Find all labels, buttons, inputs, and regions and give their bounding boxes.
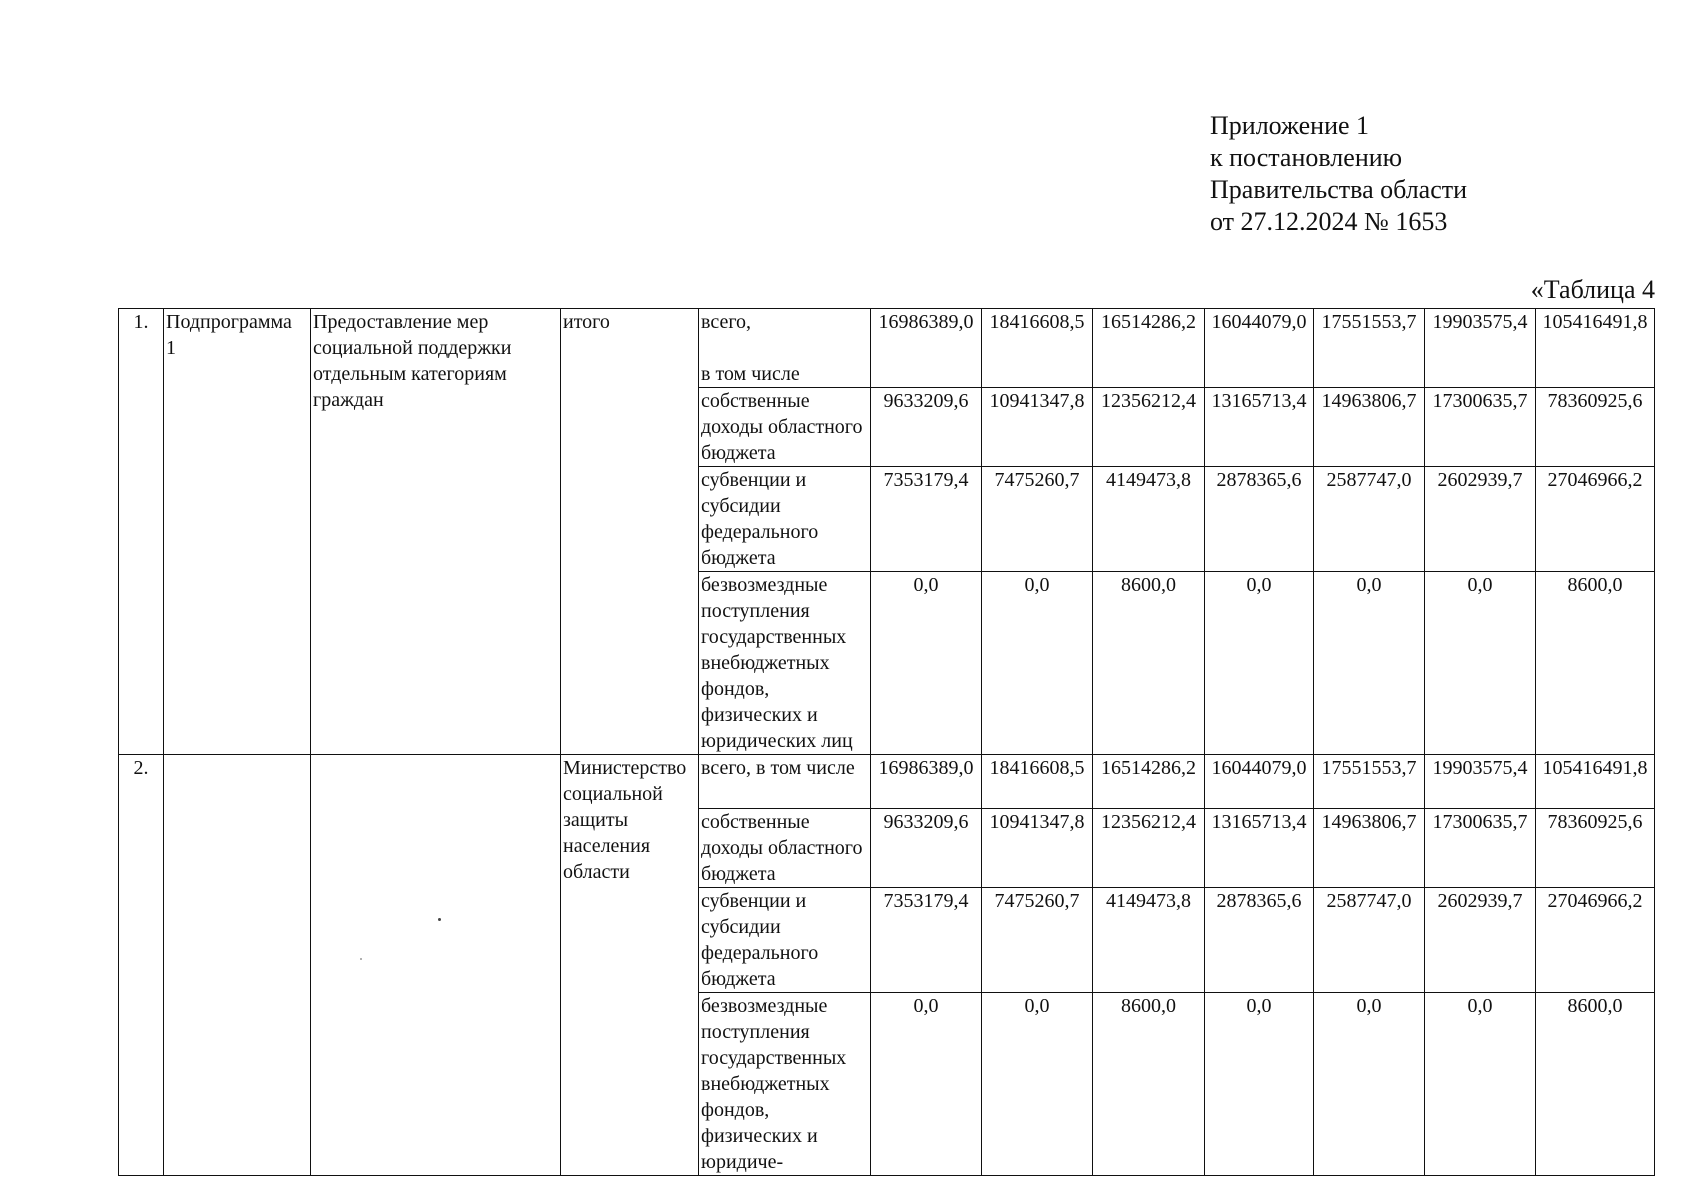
row-index: 1. bbox=[119, 309, 164, 755]
value-cell: 27046966,2 bbox=[1536, 467, 1655, 572]
value-cell: 7475260,7 bbox=[982, 467, 1093, 572]
measure-cell: Предоставление мер социальной поддержки отдельным категориям граждан bbox=[311, 309, 561, 755]
source-cell: субвенции и субсидии федерального бюджета bbox=[699, 467, 871, 572]
value-cell: 7475260,7 bbox=[982, 888, 1093, 993]
value-cell: 0,0 bbox=[871, 572, 982, 755]
subprogram-cell bbox=[164, 755, 311, 1176]
value-cell: 0,0 bbox=[1425, 993, 1536, 1176]
appendix-header bbox=[1210, 110, 1467, 238]
scan-speck bbox=[438, 918, 441, 921]
subprogram-number: 1 bbox=[166, 337, 176, 359]
source-cell bbox=[699, 309, 871, 388]
value-cell: 2878365,6 bbox=[1205, 888, 1314, 993]
row-index: 2. bbox=[119, 755, 164, 1176]
value-cell: 17300635,7 bbox=[1425, 388, 1536, 467]
value-cell: 8600,0 bbox=[1093, 993, 1205, 1176]
source-cell: безвозмездные поступления государственных внебюджетных фондов, физических и юридиче- bbox=[699, 993, 871, 1176]
value-cell: 78360925,6 bbox=[1536, 809, 1655, 888]
value-cell: 78360925,6 bbox=[1536, 388, 1655, 467]
scan-speck bbox=[360, 958, 362, 960]
source-cell: безвозмездные поступления государственных внебюджетных фондов, физических и юридических лиц bbox=[699, 572, 871, 755]
value-cell: 0,0 bbox=[1314, 572, 1425, 755]
table-row bbox=[119, 309, 1655, 388]
value-cell: 0,0 bbox=[982, 993, 1093, 1176]
value-cell: 16044079,0 bbox=[1205, 309, 1314, 388]
value-cell: 12356212,4 bbox=[1093, 809, 1205, 888]
subprogram-label: Подпрограмма bbox=[166, 311, 292, 333]
source-cell: собственные доходы областного бюджета bbox=[699, 388, 871, 467]
source-total-label: всего, bbox=[701, 311, 752, 333]
value-cell: 17551553,7 bbox=[1314, 309, 1425, 388]
table-caption: «Таблица 4 bbox=[1530, 275, 1655, 304]
value-cell: 2878365,6 bbox=[1205, 467, 1314, 572]
value-cell: 13165713,4 bbox=[1205, 809, 1314, 888]
value-cell: 0,0 bbox=[871, 993, 982, 1176]
executor-cell: Министерство социальной защиты населения области bbox=[561, 755, 699, 1176]
source-cell: субвенции и субсидии федерального бюджета bbox=[699, 888, 871, 993]
value-cell: 17300635,7 bbox=[1425, 809, 1536, 888]
value-cell: 14963806,7 bbox=[1314, 809, 1425, 888]
appendix-government: Правительства области bbox=[1210, 175, 1468, 204]
value-cell: 8600,0 bbox=[1536, 993, 1655, 1176]
value-cell: 8600,0 bbox=[1093, 572, 1205, 755]
value-cell: 18416608,5 bbox=[982, 309, 1093, 388]
value-cell: 105416491,8 bbox=[1536, 755, 1655, 809]
value-cell: 19903575,4 bbox=[1425, 309, 1536, 388]
value-cell: 2602939,7 bbox=[1425, 888, 1536, 993]
value-cell: 9633209,6 bbox=[871, 809, 982, 888]
value-cell: 16986389,0 bbox=[871, 755, 982, 809]
value-cell: 8600,0 bbox=[1536, 572, 1655, 755]
value-cell: 4149473,8 bbox=[1093, 888, 1205, 993]
value-cell: 0,0 bbox=[1205, 572, 1314, 755]
value-cell: 13165713,4 bbox=[1205, 388, 1314, 467]
value-cell: 16044079,0 bbox=[1205, 755, 1314, 809]
value-cell: 0,0 bbox=[1314, 993, 1425, 1176]
table-row bbox=[119, 755, 1655, 809]
value-cell: 19903575,4 bbox=[1425, 755, 1536, 809]
value-cell: 10941347,8 bbox=[982, 388, 1093, 467]
value-cell: 9633209,6 bbox=[871, 388, 982, 467]
appendix-date-number: от 27.12.2024 № 1653 bbox=[1210, 207, 1448, 236]
value-cell: 2587747,0 bbox=[1314, 467, 1425, 572]
value-cell: 27046966,2 bbox=[1536, 888, 1655, 993]
source-cell: всего, в том числе bbox=[699, 755, 871, 809]
value-cell: 16986389,0 bbox=[871, 309, 982, 388]
value-cell: 7353179,4 bbox=[871, 888, 982, 993]
value-cell: 2602939,7 bbox=[1425, 467, 1536, 572]
measure-cell bbox=[311, 755, 561, 1176]
value-cell: 0,0 bbox=[982, 572, 1093, 755]
appendix-resolution: к постановлению bbox=[1210, 143, 1403, 172]
source-including-label: в том числе bbox=[701, 363, 800, 385]
value-cell: 17551553,7 bbox=[1314, 755, 1425, 809]
value-cell: 105416491,8 bbox=[1536, 309, 1655, 388]
value-cell: 14963806,7 bbox=[1314, 388, 1425, 467]
value-cell: 0,0 bbox=[1425, 572, 1536, 755]
value-cell: 12356212,4 bbox=[1093, 388, 1205, 467]
value-cell: 7353179,4 bbox=[871, 467, 982, 572]
value-cell: 18416608,5 bbox=[982, 755, 1093, 809]
value-cell: 4149473,8 bbox=[1093, 467, 1205, 572]
budget-table bbox=[118, 308, 1655, 1176]
source-cell: собственные доходы областного бюджета bbox=[699, 809, 871, 888]
subprogram-cell bbox=[164, 309, 311, 755]
value-cell: 0,0 bbox=[1205, 993, 1314, 1176]
executor-cell: итого bbox=[561, 309, 699, 755]
value-cell: 10941347,8 bbox=[982, 809, 1093, 888]
appendix-title: Приложение 1 bbox=[1210, 111, 1370, 140]
value-cell: 16514286,2 bbox=[1093, 755, 1205, 809]
value-cell: 2587747,0 bbox=[1314, 888, 1425, 993]
value-cell: 16514286,2 bbox=[1093, 309, 1205, 388]
